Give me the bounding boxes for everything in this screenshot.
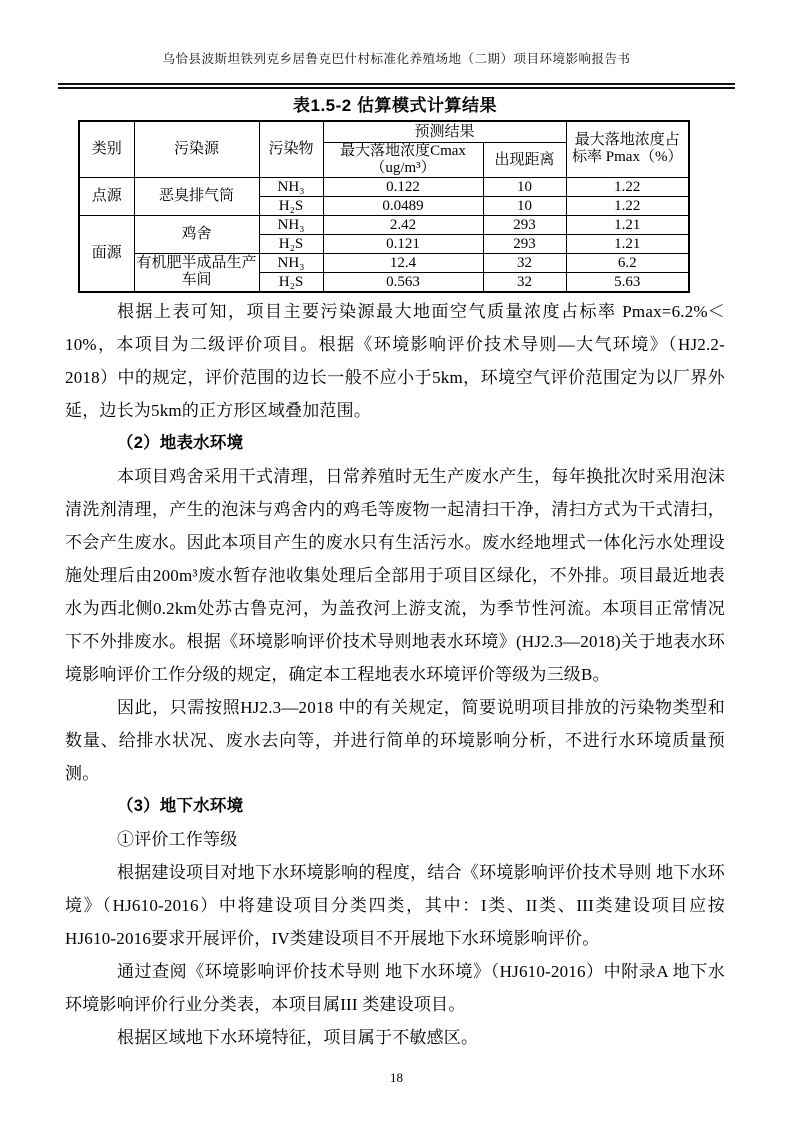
cell-pollutant: NH₃ [259, 177, 323, 196]
page-content [65, 95, 725, 1054]
cell-pmax: 5.63 [566, 272, 689, 292]
col-header-source: 污染源 [134, 121, 259, 177]
cell-pmax: 6.2 [566, 253, 689, 272]
col-header-pollutant: 污染物 [259, 121, 323, 177]
table-row [79, 253, 689, 272]
table-row [79, 215, 689, 234]
cell-category: 面源 [79, 215, 134, 292]
header-double-rule [58, 83, 735, 89]
cell-distance: 10 [483, 196, 566, 215]
table-caption: 表1.5-2 估算模式计算结果 [293, 96, 497, 115]
cell-distance: 293 [483, 215, 566, 234]
cell-distance: 32 [483, 253, 566, 272]
col-header-pmax: 最大落地浓度占标率 Pmax（%） [566, 121, 689, 177]
col-header-distance: 出现距离 [483, 142, 566, 177]
cell-distance: 10 [483, 177, 566, 196]
subheading-evaluation-grade: ①评价工作等级 [117, 829, 238, 849]
table-row [79, 177, 689, 196]
para-groundwater-3: 根据区域地下水环境特征，项目属于不敏感区。 [117, 1027, 479, 1047]
cell-pmax: 1.22 [566, 177, 689, 196]
cell-source: 鸡舍 [134, 215, 259, 253]
para-groundwater-1: 根据建设项目对地下水环境影响的程度，结合《环境影响评价技术导则 地下水环境》（HJ610-2016）中将建设项目分类四类，其中：I类、II类、III类建设项目应按HJ610-2016要求开展评价，IV类建设项目不开展地下水环境影响评价。 [65, 862, 725, 948]
cell-distance: 32 [483, 272, 566, 292]
cell-pmax: 1.21 [566, 234, 689, 253]
cell-cmax: 0.122 [323, 177, 483, 196]
cell-source: 有机肥半成品生产车间 [134, 253, 259, 292]
cell-pmax: 1.22 [566, 196, 689, 215]
heading-surface-water: （2）地表水环境 [117, 433, 244, 452]
cell-pollutant: NH₃ [259, 253, 323, 272]
cell-source: 恶臭排气筒 [134, 177, 259, 215]
cell-pollutant: H₂S [259, 196, 323, 215]
para-air-assessment: 根据上表可知，项目主要污染源最大地面空气质量浓度占标率 Pmax=6.2%＜10%，本项目为二级评价项目。根据《环境影响评价技术导则—大气环境》（HJ2.2-2018）中的规定，评价范围的边长一般不应小于5km，环境空气评价范围定为以厂界外延，边长为5km的正方形区域叠加范围。 [65, 301, 725, 420]
cell-cmax: 0.0489 [323, 196, 483, 215]
cell-distance: 293 [483, 234, 566, 253]
table-header-row [79, 121, 689, 142]
cell-category: 点源 [79, 177, 134, 215]
page-number: 18 [390, 1070, 403, 1085]
cell-pollutant: NH₃ [259, 215, 323, 234]
para-groundwater-2: 通过查阅《环境影响评价技术导则 地下水环境》（HJ610-2016）中附录A 地下水环境影响评价行业分类表，本项目属III 类建设项目。 [65, 961, 725, 1014]
cell-pmax: 1.21 [566, 215, 689, 234]
report-title: 乌恰县波斯坦铁列克乡居鲁克巴什村标准化养殖场地（二期）项目环境影响报告书 [162, 52, 631, 66]
col-header-cmax: 最大落地浓度Cmax（ug/m³） [323, 142, 483, 177]
heading-groundwater: （3）地下水环境 [117, 796, 244, 815]
cell-cmax: 2.42 [323, 215, 483, 234]
col-header-category: 类别 [79, 121, 134, 177]
para-surface-water-2: 因此，只需按照HJ2.3—2018 中的有关规定，简要说明项目排放的污染物类型和数量、给排水状况、废水去向等，并进行简单的环境影响分析，不进行水环境质量预测。 [65, 697, 725, 783]
para-surface-water-1: 本项目鸡舍采用干式清理，日常养殖时无生产废水产生，每年换批次时采用泡沫清洗剂清理，产生的泡沫与鸡舍内的鸡毛等废物一起清扫干净，清扫方式为干式清扫，不会产生废水。因此本项目产生的废水只有生活污水。废水经地埋式一体化污水处理设施处理后由200m³废水暂存池收集处理后全部用于项目区绿化，不外排。项目最近地表水为西北侧0.2km处苏古鲁克河，为盖孜河上游支流，为季节性河流。本项目正常情况下不外排废水。根据《环境影响评价技术导则地表水环境》(HJ2.3—2018)关于地表水环境影响评价工作分级的规定，确定本工程地表水环境评价等级为三级B。 [65, 466, 725, 684]
page-header [0, 0, 793, 67]
cell-pollutant: H₂S [259, 272, 323, 292]
cell-cmax: 0.121 [323, 234, 483, 253]
body-text [65, 295, 725, 1054]
estimation-results-table [78, 120, 690, 293]
cell-pollutant: H₂S [259, 234, 323, 253]
cell-cmax: 12.4 [323, 253, 483, 272]
col-header-prediction: 预测结果 [323, 121, 566, 142]
cell-cmax: 0.563 [323, 272, 483, 292]
